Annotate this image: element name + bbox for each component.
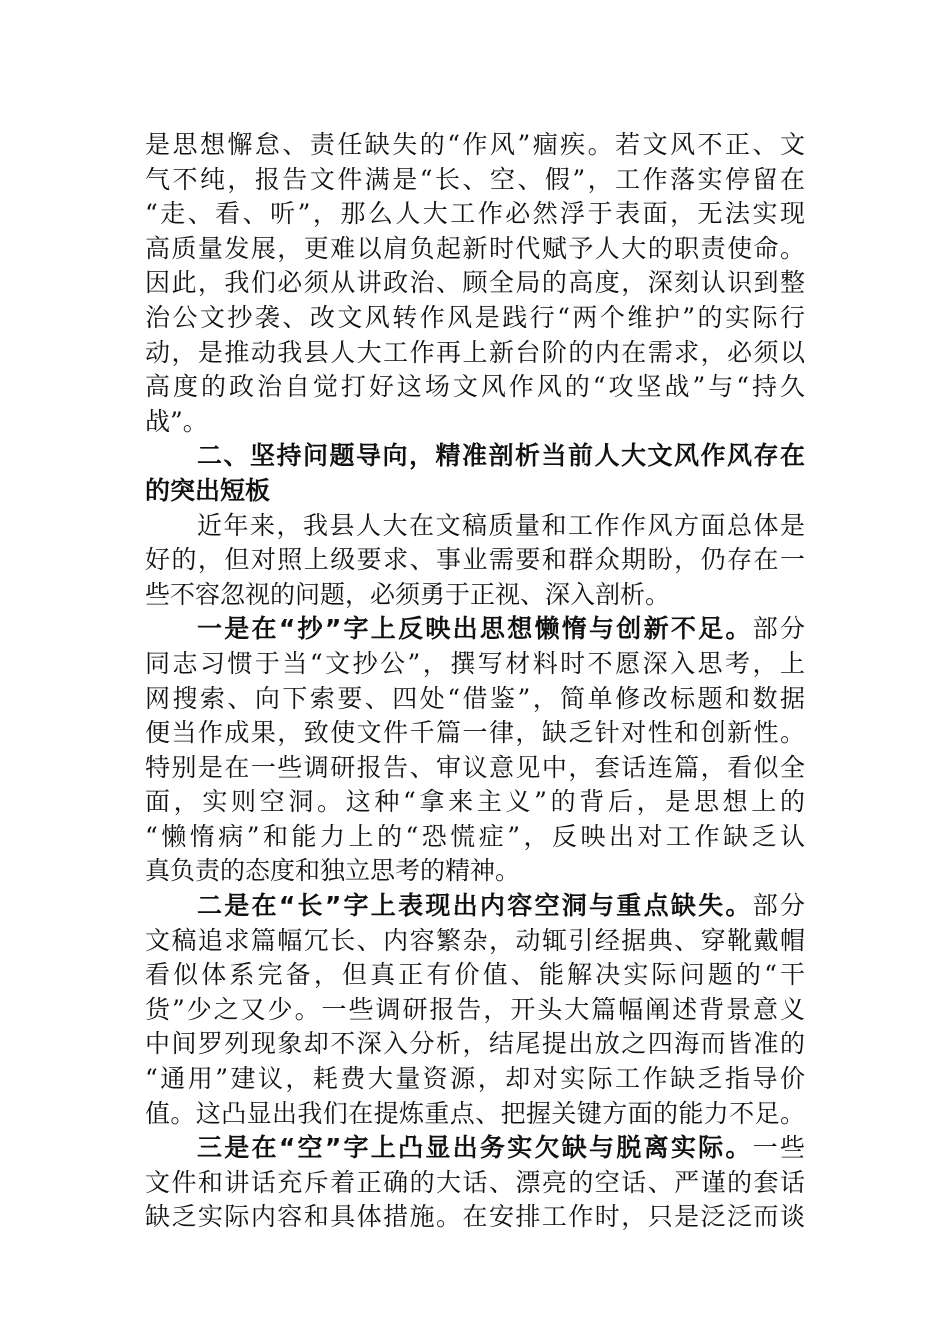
paragraph-point-one: [145, 612, 805, 889]
point-lead-rest: 部分: [752, 891, 805, 921]
text-line: 高质量发展，更难以肩负起新时代赋予人大的职责使命。: [145, 233, 805, 263]
text-line: 缺乏实际内容和具体措施。在安排工作时，只是泛泛而谈: [145, 1202, 805, 1232]
paragraph-overview: [145, 509, 805, 613]
text-line: 文稿追求篇幅冗长、内容繁杂，动辄引经据典、穿靴戴帽: [145, 925, 805, 955]
paragraph-point-two: [145, 889, 805, 1131]
text-line: 真负责的态度和独立思考的精神。: [145, 856, 521, 886]
point-lead-bold: 一是在“抄”字上反映出思想懒惰与创新不足。: [197, 614, 753, 644]
text-line: 面，实则空洞。这种“拿来主义”的背后，是思想上的: [145, 787, 805, 817]
text-line: 因此，我们必须从讲政治、顾全局的高度，深刻认识到整: [145, 268, 805, 298]
text-line: 是思想懈怠、责任缺失的“作风”痼疾。若文风不正、文: [145, 130, 805, 159]
point-lead-rest: 一些: [752, 1133, 805, 1163]
text-line: 文件和讲话充斥着正确的大话、漂亮的空话、严谨的套话: [145, 1167, 805, 1197]
text-line: 好的，但对照上级要求、事业需要和群众期盼，仍存在一: [145, 545, 805, 575]
text-line: 气不纯，报告文件满是“长、空、假”，工作落实停留在: [145, 164, 805, 194]
paragraph-intro-continuation: [145, 128, 805, 439]
point-lead-bold: 二是在“长”字上表现出内容空洞与重点缺失。: [197, 891, 753, 921]
point-lead-bold: 三是在“空”字上凸显出务实欠缺与脱离实际。: [197, 1133, 753, 1163]
point-lead-line: [145, 1131, 805, 1166]
text-line: “通用”建议，耗费大量资源，却对实际工作缺乏指导价: [145, 1064, 805, 1094]
text-line: “懒惰病”和能力上的“恐慌症”，反映出对工作缺乏认: [145, 821, 805, 851]
text-line: 中间罗列现象却不深入分析，结尾提出放之四海而皆准的: [145, 1029, 805, 1059]
text-line: 货”少之又少。一些调研报告，开头大篇幅阐述背景意义: [145, 994, 805, 1024]
text-line: 值。这凸显出我们在提炼重点、把握关键方面的能力不足。: [145, 1098, 805, 1128]
text-line: 特别是在一些调研报告、审议意见中，套话连篇，看似全: [145, 752, 805, 782]
text-line: 同志习惯于当“文抄公”，撰写材料时不愿深入思考，上: [145, 648, 805, 678]
text-line: 网搜索、向下索要、四处“借鉴”，简单修改标题和数据: [145, 683, 805, 713]
text-line: 便当作成果，致使文件千篇一律，缺乏针对性和创新性。: [145, 718, 805, 748]
text-line: 治公文抄袭、改文风转作风是践行“两个维护”的实际行: [145, 302, 805, 332]
text-line: 动，是推动我县人大工作再上新台阶的内在需求，必须以: [145, 337, 805, 367]
document-page: [145, 128, 805, 1235]
point-lead-line: [145, 612, 805, 647]
section-heading: [145, 439, 805, 508]
text-line: 近年来，我县人大在文稿质量和工作作风方面总体是: [197, 510, 805, 540]
paragraph-point-three: [145, 1131, 805, 1235]
text-line: 高度的政治自觉打好这场文风作风的“攻坚战”与“持久: [145, 372, 805, 402]
heading-line: 的突出短板: [145, 475, 271, 505]
point-lead-rest: 部分: [752, 614, 805, 644]
text-line: 战”。: [145, 406, 208, 436]
text-line: 些不容忽视的问题，必须勇于正视、深入剖析。: [145, 579, 671, 609]
text-line: “走、看、听”，那么人大工作必然浮于表面，无法实现: [145, 199, 805, 229]
heading-line: 二、坚持问题导向，精准剖析当前人大文风作风存在: [197, 441, 805, 471]
point-lead-line: [145, 889, 805, 924]
text-line: 看似体系完备，但真正有价值、能解决实际问题的“干: [145, 960, 805, 990]
